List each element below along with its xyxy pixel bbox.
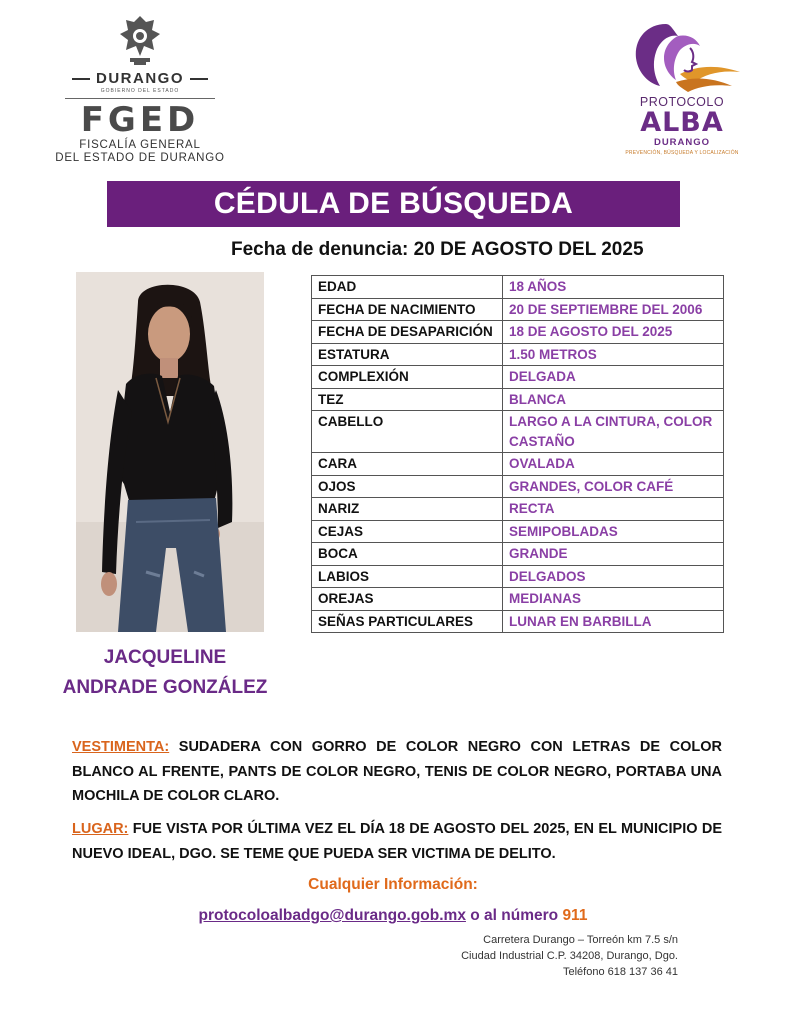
missing-person-photo <box>76 272 264 632</box>
fged-acronym: FGED <box>80 100 200 140</box>
detail-value: RECTA <box>503 498 724 521</box>
details-row <box>312 321 724 344</box>
detail-value: OVALADA <box>503 453 724 476</box>
detail-label: SEÑAS PARTICULARES <box>312 610 503 633</box>
person-last-name: ANDRADE GONZÁLEZ <box>62 677 268 698</box>
detail-label: FECHA DE DESAPARICIÓN <box>312 321 503 344</box>
details-row <box>312 298 724 321</box>
report-date: Fecha de denuncia: 20 DE AGOSTO DEL 2025 <box>231 239 644 260</box>
document-title: CÉDULA DE BÚSQUEDA <box>107 181 680 227</box>
location-label: LUGAR: <box>72 821 129 837</box>
details-row <box>312 366 724 389</box>
detail-label: TEZ <box>312 388 503 411</box>
details-row <box>312 388 724 411</box>
detail-value: GRANDES, COLOR CAFÉ <box>503 475 724 498</box>
durango-wordmark: DURANGO <box>96 70 184 87</box>
alba-logo <box>612 18 752 163</box>
fged-line1: FISCALÍA GENERAL <box>79 139 201 151</box>
details-row <box>312 343 724 366</box>
gobierno-estado-label: GOBIERNO DEL ESTADO <box>100 88 180 94</box>
location-description <box>72 817 722 866</box>
detail-value: DELGADA <box>503 366 724 389</box>
details-row <box>312 565 724 588</box>
detail-value: 20 DE SEPTIEMBRE DEL 2006 <box>503 298 724 321</box>
fged-logo <box>55 12 225 162</box>
alba-protocolo-label: PROTOCOLO <box>639 95 725 109</box>
detail-label: CARA <box>312 453 503 476</box>
detail-value: 1.50 METROS <box>503 343 724 366</box>
detail-label: NARIZ <box>312 498 503 521</box>
clothing-text: SUDADERA CON GORRO DE COLOR NEGRO CON LETRAS DE COLOR BLANCO AL FRENTE, PANTS DE COLOR NEGRO, TENIS DE COLOR NEGRO, PORTABA UNA MOCHILA DE COLOR CLARO. <box>72 739 722 804</box>
detail-value: DELGADOS <box>503 565 724 588</box>
address-line1: Carretera Durango – Torreón km 7.5 s/n <box>483 934 678 946</box>
contact-line <box>0 907 786 925</box>
fged-line2: DEL ESTADO DE DURANGO <box>55 152 225 164</box>
details-row <box>312 498 724 521</box>
detail-value: SEMIPOBLADAS <box>503 520 724 543</box>
details-row <box>312 610 724 633</box>
address-phone: Teléfono 618 137 36 41 <box>563 966 678 978</box>
person-first-name: JACQUELINE <box>103 647 227 668</box>
address-block <box>461 932 678 980</box>
alba-durango-label: DURANGO <box>653 137 711 148</box>
detail-label: ESTATURA <box>312 343 503 366</box>
details-row <box>312 543 724 566</box>
emergency-number: 911 <box>562 907 588 924</box>
details-row <box>312 411 724 453</box>
detail-value: GRANDE <box>503 543 724 566</box>
coat-of-arms-icon <box>110 12 170 68</box>
detail-label: EDAD <box>312 276 503 299</box>
alba-woman-profile-icon <box>620 18 745 96</box>
alba-wordmark: ALBA <box>640 107 724 138</box>
details-row <box>312 276 724 299</box>
contact-email-link[interactable]: protocoloalbadgo@durango.gob.mx <box>198 907 466 924</box>
detail-value: LARGO A LA CINTURA, COLOR CASTAÑO <box>503 411 724 453</box>
detail-label: OJOS <box>312 475 503 498</box>
details-row <box>312 453 724 476</box>
detail-value: 18 DE AGOSTO DEL 2025 <box>503 321 724 344</box>
detail-label: BOCA <box>312 543 503 566</box>
alba-tagline: PREVENCIÓN, BÚSQUEDA Y LOCALIZACIÓN <box>625 150 739 156</box>
person-name <box>30 643 300 703</box>
detail-label: OREJAS <box>312 588 503 611</box>
location-text: FUE VISTA POR ÚLTIMA VEZ EL DÍA 18 DE AGOSTO DEL 2025, EN EL MUNICIPIO DE NUEVO IDEAL, DGO. SE TEME QUE PUEDA SER VICTIMA DE DELITO. <box>72 821 722 862</box>
details-table <box>311 275 724 633</box>
clothing-label: VESTIMENTA: <box>72 739 170 755</box>
clothing-description <box>72 735 722 809</box>
detail-value: 18 AÑOS <box>503 276 724 299</box>
detail-label: CABELLO <box>312 411 503 453</box>
detail-value: MEDIANAS <box>503 588 724 611</box>
address-line2: Ciudad Industrial C.P. 34208, Durango, Dgo. <box>461 950 678 962</box>
details-row <box>312 520 724 543</box>
detail-value: LUNAR EN BARBILLA <box>503 610 724 633</box>
details-row <box>312 588 724 611</box>
detail-label: COMPLEXIÓN <box>312 366 503 389</box>
detail-label: LABIOS <box>312 565 503 588</box>
info-heading: Cualquier Información: <box>308 876 478 893</box>
detail-label: CEJAS <box>312 520 503 543</box>
detail-label: FECHA DE NACIMIENTO <box>312 298 503 321</box>
details-row <box>312 475 724 498</box>
contact-connector: o al número <box>470 907 559 924</box>
detail-value: BLANCA <box>503 388 724 411</box>
